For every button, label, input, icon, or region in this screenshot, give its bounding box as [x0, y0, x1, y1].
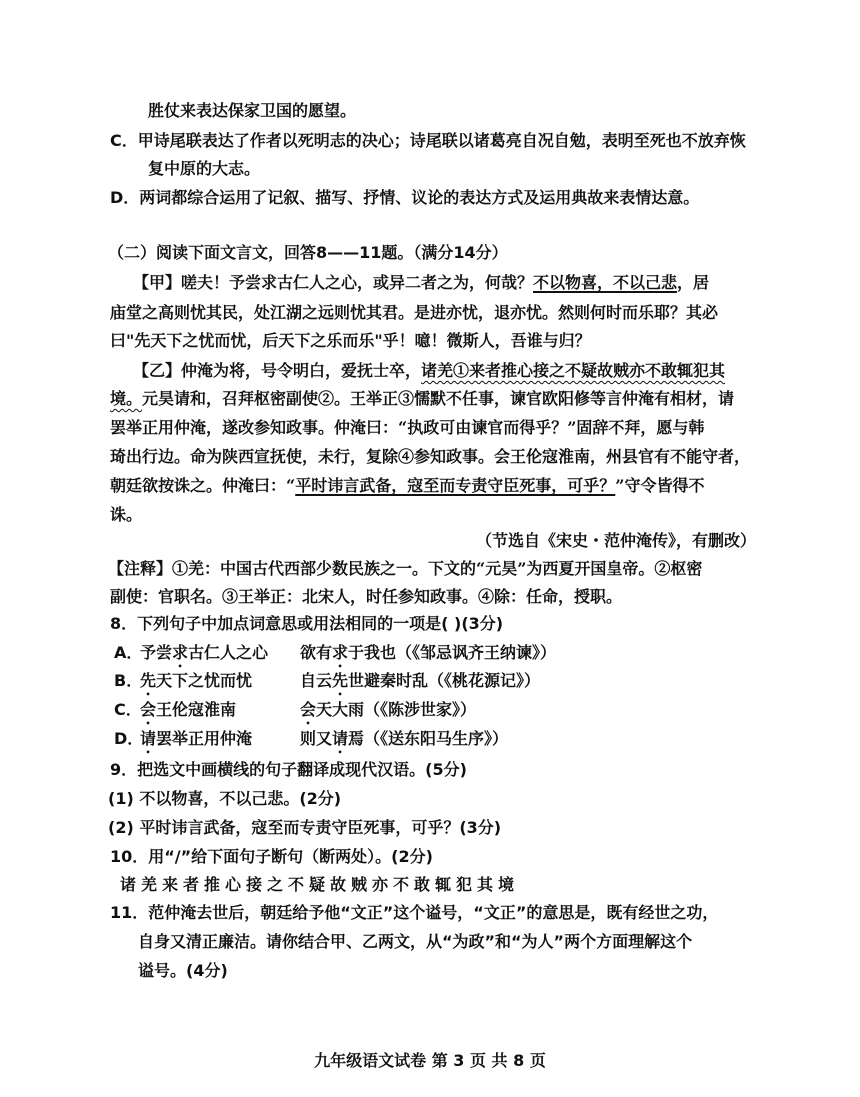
question-8-option	[114, 642, 556, 671]
option-letter: B．	[114, 671, 143, 690]
question-9-stem: 9．把选文中画横线的句子翻译成现代汉语。(5分)	[110, 760, 467, 779]
notes-line2: 副使：官职名。③王举正：北宋人，时任参知政事。④除：任命，授职。	[110, 587, 623, 606]
option-text: 王伦寇淮南	[156, 700, 237, 719]
option-b-continuation: 胜仗来表达保家卫国的愿望。	[148, 101, 357, 120]
option-text: 古仁人之心	[188, 643, 269, 662]
passage-yi-line1	[133, 360, 725, 382]
option-text: 天大雨（《陈涉世家》）	[316, 700, 477, 719]
option-c-line2: 复中原的大志。	[148, 159, 261, 178]
section-heading: （二）阅读下面文言文，回答8——11题。（满分14分）	[108, 243, 508, 262]
option-text: 罢举正用仲淹	[156, 729, 253, 748]
option-sentence-2	[300, 729, 508, 748]
option-d: D．两词都综合运用了记叙、描写、抒情、议论的表达方式及运用典故来表情达意。	[110, 188, 700, 207]
option-text: 天下之忧而忧	[156, 671, 253, 690]
passage-jia-text: ，居	[677, 273, 710, 292]
passage-source: （节选自《宋史・范仲淹传》，有删改）	[476, 531, 757, 550]
passage-jia-line3: 曰"先天下之忧而忧，后天下之乐而乐"乎！噫！微斯人，吾谁与归？	[110, 331, 591, 350]
option-text: 自云	[300, 671, 333, 690]
question-8-option	[114, 728, 508, 757]
option-sentence-1	[140, 728, 300, 757]
passage-yi-line4: 琦出行边。命为陕西宣抚使，未行，复除④参知政事。会王伦寇淮南，州县官有不能守者，	[110, 447, 751, 466]
option-c-line1: C．甲诗尾联表达了作者以死明志的决心；诗尾联以诸葛亮自况自勉，表明至死也不放弃恢	[110, 131, 746, 150]
option-letter: A．	[114, 643, 143, 662]
option-text: 欲有	[300, 643, 333, 662]
notes-line1: 【注释】①羌：中国古代西部少数民族之一。下文的“元昊”为西夏开国皇帝。②枢密	[108, 559, 703, 578]
option-sentence-2	[300, 700, 476, 719]
option-text: 于我也（《邹忌讽齐王纳谏》）	[348, 643, 557, 662]
option-letter: D．	[114, 729, 144, 748]
option-text: 世避秦时乱（《桃花源记》）	[348, 671, 541, 690]
wavy-underlined-sentence-end: 境。	[110, 389, 143, 408]
passage-yi-line5	[110, 475, 704, 497]
underlined-sentence-2: 平时讳言武备，寇至而专责守臣死事，可乎？	[295, 476, 616, 495]
wavy-underlined-sentence: 诸羌①来者推心接之不疑故贼亦不敢辄犯其	[421, 361, 726, 380]
passage-yi-line3: 罢举正用仲淹，遂改参知政事。仲淹曰：“执政可由谏官而得乎？”固辞不拜，愿与韩	[110, 418, 705, 437]
dotted-word: 会	[300, 700, 317, 719]
option-text: 焉（《送东阳马生序》）	[348, 729, 509, 748]
option-sentence-1	[140, 642, 300, 671]
passage-jia-line1	[133, 272, 709, 294]
question-9-sub1: (1) 不以物喜，不以己悲。(2分)	[108, 789, 342, 808]
dotted-word: 先	[140, 671, 157, 690]
passage-yi-text: 【乙】仲淹为将，号令明白，爱抚士卒，	[133, 361, 422, 380]
dotted-word: 求	[332, 643, 349, 662]
question-11-line1: 11．范仲淹去世后，朝廷给予他“文正”这个谥号，“文正”的意思是，既有经世之功，	[110, 903, 719, 922]
page-footer: 九年级语文试卷 第 3 页 共 8 页	[314, 1051, 546, 1070]
passage-yi-line6: 诛。	[110, 505, 143, 524]
dotted-word: 请	[140, 729, 157, 748]
question-10-stem: 10．用“/”给下面句子断句（断两处）。(2分)	[110, 847, 433, 866]
option-sentence-1	[140, 699, 300, 728]
passage-jia-text: 【甲】嗟夫！予尝求古仁人之心，或异二者之为，何哉？	[133, 273, 534, 292]
option-sentence-1	[140, 670, 300, 699]
question-11-line3: 谥号。(4分)	[138, 961, 228, 980]
option-sentence-2	[300, 643, 556, 662]
passage-yi-text: 朝廷欲按诛之。仲淹曰：“	[110, 476, 296, 495]
question-8-option	[114, 670, 540, 699]
question-9-sub2: (2) 平时讳言武备，寇至而专责守臣死事，可乎？(3分)	[108, 818, 502, 837]
passage-jia-line2: 庙堂之高则忧其民，处江湖之远则忧其君。是进亦忧，退亦忧。然则何时而乐耶？其必	[110, 303, 719, 322]
option-text: 予尝	[140, 643, 173, 662]
dotted-word: 先	[332, 671, 349, 690]
option-sentence-2	[300, 671, 540, 690]
option-letter: C．	[114, 700, 142, 719]
dotted-word: 请	[332, 729, 349, 748]
dotted-word: 会	[140, 700, 157, 719]
passage-yi-text: 元昊请和，召拜枢密副使②。王举正③懦默不任事，谏官欧阳修等言仲淹有相材，请	[142, 389, 735, 408]
question-10-sentence: 诸羌来者推心接之不疑故贼亦不敢辄犯其境	[120, 875, 520, 894]
underlined-sentence-1: 不以物喜，不以己悲	[533, 273, 678, 292]
question-11-line2: 自身又清正廉洁。请你结合甲、乙两文，从“为政”和“为人”两个方面理解这个	[138, 932, 693, 951]
passage-yi-line2	[110, 388, 734, 410]
option-text: 则又	[300, 729, 333, 748]
question-8-option	[114, 699, 476, 728]
passage-yi-text: ”守令皆得不	[615, 476, 705, 495]
question-8-stem: 8．下列句子中加点词意思或用法相同的一项是( )(3分)	[110, 614, 504, 633]
dotted-word: 求	[172, 643, 189, 662]
